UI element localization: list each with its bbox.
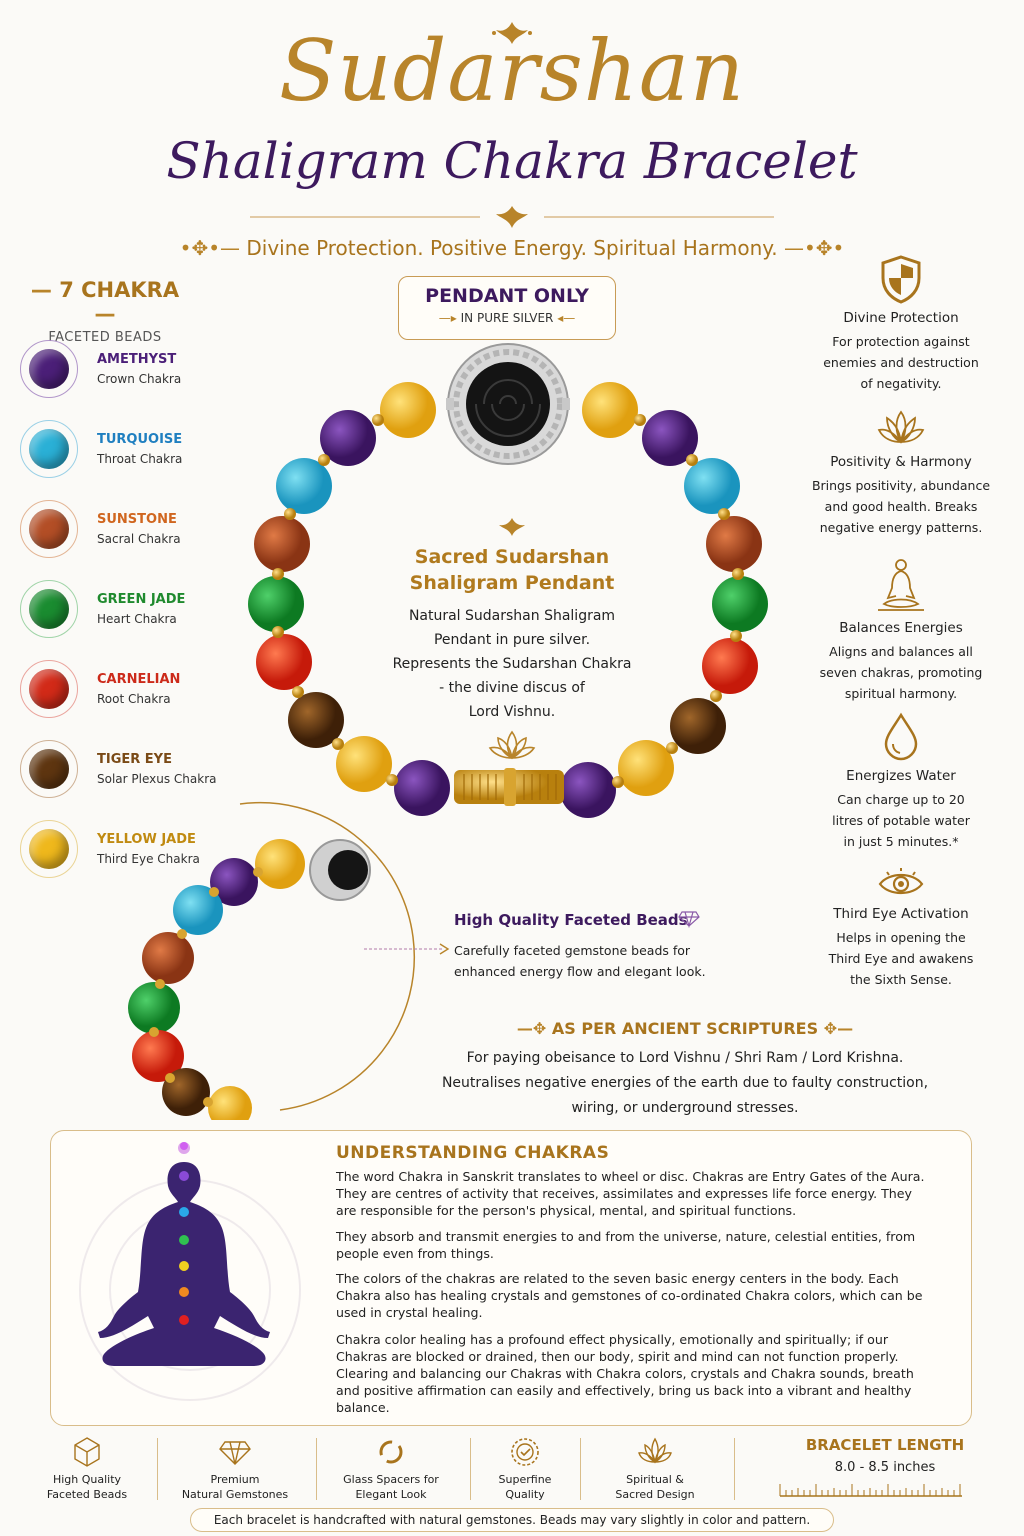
title-divider [250, 204, 774, 230]
bead-chakra: Sacral Chakra [97, 532, 181, 546]
feature-desc-line: Helps in opening the [836, 930, 966, 945]
bead-item-sunstone [20, 500, 220, 564]
divider [157, 1438, 158, 1500]
bottom-feature-line1: Glass Spacers for [343, 1473, 439, 1486]
pendant-title-line2: Shaligram Pendant [409, 572, 615, 594]
understanding-paragraph-1: The word Chakra in Sanskrit translates to wheel or disc. Chakras are Entry Gates of the Aura. They are centres of activity that receives, assimilates and expresses life force energy. They are responsible for the person's physical, mental, and spiritual functions. [336, 1169, 925, 1218]
feature-desc-line: enemies and destruction [823, 355, 979, 370]
ruler-icon [778, 1480, 964, 1498]
closeup-bracelet-image [100, 800, 460, 1120]
feature-desc-line: seven chakras, promoting [819, 665, 983, 680]
pointer-arrow [364, 942, 454, 956]
feature-energizes-water [806, 712, 996, 852]
feature-desc-line: negative energy patterns. [819, 520, 983, 535]
scriptures-title-text: AS PER ANCIENT SCRIPTURES [551, 1019, 819, 1038]
turquoise-bead-icon [29, 429, 69, 469]
feature-title: Balances Energies [839, 620, 963, 636]
bottom-feature-faceted [12, 1436, 162, 1502]
bead-item-tiger-eye [20, 740, 220, 804]
bottom-feature-line1: Spiritual & [626, 1473, 684, 1486]
tagline-ornament-left: •✥•— [179, 236, 247, 260]
feature-desc-line: in just 5 minutes.* [843, 834, 959, 849]
feature-title: Divine Protection [843, 310, 959, 326]
scriptures-line: For paying obeisance to Lord Vishnu / Shri Ram / Lord Krishna. [466, 1050, 904, 1066]
sunstone-bead-icon [29, 509, 69, 549]
shield-icon [879, 254, 923, 304]
pendant-description [380, 544, 644, 724]
gold-clasp [454, 768, 564, 806]
bottom-feature-line2: Quality [505, 1488, 545, 1501]
feature-balances-energies [806, 556, 996, 704]
pendant-title-line1: Sacred Sudarshan [414, 546, 610, 568]
bottom-feature-design [580, 1436, 730, 1502]
pendant-badge-line2-text: IN PURE SILVER [460, 311, 554, 325]
lotus-icon [637, 1436, 673, 1468]
pendant-desc-line: Represents the Sudarshan Chakra [392, 656, 632, 672]
lotus-icon [877, 408, 925, 448]
understanding-paragraph-2: They absorb and transmit energies to and from the universe, nature, celestial entities, from people even from things. [336, 1229, 916, 1261]
amethyst-bead-icon [29, 349, 69, 389]
feature-desc-line: For protection against [832, 334, 970, 349]
pendant-badge-line1: PENDANT ONLY [425, 285, 589, 307]
bead-chakra: Heart Chakra [97, 612, 177, 626]
scriptures-title: —✥ AS PER ANCIENT SCRIPTURES ✥— [516, 1019, 854, 1038]
tiger-eye-bead-icon [29, 749, 69, 789]
scriptures-line: wiring, or underground stresses. [571, 1100, 799, 1116]
bottom-feature-line1: High Quality [52, 1473, 122, 1486]
feature-divine-protection [806, 254, 996, 394]
understanding-paragraph-3: The colors of the chakras are related to the seven basic energy centers in the body. Each Chakra also has healing crystals and gemstones of co-ordinated Chakra colors, which can be used in crystal healing. [336, 1271, 923, 1320]
bead-item-green-jade [20, 580, 220, 644]
pendant-only-badge [398, 276, 616, 340]
chakra-heading-text: 7 CHAKRA [59, 278, 180, 302]
faceted-beads-title [454, 911, 688, 929]
pendant-desc-line: Natural Sudarshan Shaligram [408, 608, 616, 624]
meditating-figure-image [70, 1140, 310, 1420]
water-drop-icon [881, 712, 921, 762]
tagline-ornament-right: —•✥• [777, 236, 845, 260]
faceted-beads-desc [454, 940, 714, 982]
bead-item-amethyst [20, 340, 220, 404]
feature-title: Positivity & Harmony [830, 454, 972, 470]
bottom-feature-line2: Faceted Beads [46, 1488, 128, 1501]
pendant-desc-line: - the divine discus of [439, 680, 585, 696]
pendant-desc-line: Pendant in pure silver. [433, 632, 591, 648]
understanding-chakras-title: UNDERSTANDING CHAKRAS [336, 1143, 610, 1163]
chakra-subheading: FACETED BEADS [48, 330, 162, 345]
faceted-desc-line: Carefully faceted gemstone beads for [454, 943, 691, 958]
bead-chakra: Third Eye Chakra [97, 852, 200, 866]
carnelian-bead-icon [29, 669, 69, 709]
bead-chakra: Throat Chakra [97, 452, 183, 466]
bead-item-turquoise [20, 420, 220, 484]
bead-chakra: Crown Chakra [97, 372, 182, 386]
bead-name: AMETHYST [97, 352, 177, 367]
diamond-icon [678, 910, 700, 928]
feature-title: Energizes Water [846, 768, 956, 784]
diamond-icon [218, 1436, 252, 1468]
feature-desc-line: Can charge up to 20 [837, 792, 965, 807]
feature-desc-line: and good health. Breaks [824, 499, 978, 514]
pendant-desc-line: Lord Vishnu. [468, 704, 556, 720]
feature-positivity-harmony [806, 408, 996, 538]
bottom-feature-line2: Sacred Design [615, 1488, 695, 1501]
bottom-feature-line1: Superfine [498, 1473, 552, 1486]
feature-desc-line: Third Eye and awakens [828, 951, 974, 966]
bead-item-carnelian [20, 660, 220, 724]
feature-desc-line: Brings positivity, abundance [811, 478, 991, 493]
chakra-list-heading: — 7 CHAKRA — FACETED BEADS [20, 278, 190, 345]
feature-desc-line: spiritual harmony. [844, 686, 958, 701]
bead-name: YELLOW JADE [97, 832, 196, 847]
understanding-paragraph-4: Chakra color healing has a profound effect physically, emotionally and spiritually; if our Chakras are blocked or drained, then our body, spirit and mind can not function properly. Clearing and balancing our Chakras with Chakra colors, crystals and Chakra sounds, breath and positive affirmation can easily and effectively, bring us back into a vibrant and healthy balance. [336, 1332, 914, 1415]
feature-title: Third Eye Activation [833, 906, 969, 922]
bottom-feature-gemstones [160, 1436, 310, 1502]
feature-desc-line: the Sixth Sense. [850, 972, 952, 987]
bead-name: GREEN JADE [97, 592, 186, 607]
bracelet-length-title: BRACELET LENGTH [805, 1436, 965, 1454]
feature-desc-line: of negativity. [860, 376, 942, 391]
bead-name: SUNSTONE [97, 512, 177, 527]
tagline-text: Divine Protection. Positive Energy. Spiritual Harmony. [246, 236, 778, 260]
bottom-feature-line1: Premium [210, 1473, 260, 1486]
gem-outline-icon [72, 1436, 102, 1468]
bead-name: TIGER EYE [97, 752, 172, 767]
spacer-icon [376, 1436, 406, 1468]
bracelet-length-value: 8.0 - 8.5 inches [834, 1460, 936, 1475]
quality-badge-icon [509, 1436, 541, 1468]
faceted-desc-line: enhanced energy flow and elegant look. [454, 964, 706, 979]
scriptures-text [420, 1046, 950, 1121]
pendant-badge-line2: —▸ IN PURE SILVER ◂— [438, 311, 576, 325]
bottom-feature-quality [450, 1436, 600, 1502]
bottom-feature-line2: Natural Gemstones [181, 1488, 289, 1501]
feature-third-eye [806, 866, 996, 990]
feature-desc-line: litres of potable water [832, 813, 970, 828]
bead-chakra: Root Chakra [97, 692, 171, 706]
bead-chakra: Solar Plexus Chakra [97, 772, 217, 786]
meditation-icon [876, 556, 926, 614]
footer-note: Each bracelet is handcrafted with natural gemstones. Beads may vary slightly in color and pattern. [190, 1508, 834, 1532]
lotus-icon [488, 728, 536, 764]
page-title: Sudarshan [278, 22, 746, 120]
scriptures-line: Neutralises negative energies of the earth due to faulty construction, [441, 1075, 929, 1091]
yellow-jade-bead-icon [29, 829, 69, 869]
bottom-feature-spacers [316, 1436, 466, 1502]
shaligram-pendant [446, 344, 570, 464]
bottom-feature-line2: Elegant Look [355, 1488, 427, 1501]
divider [734, 1438, 735, 1500]
bead-name: CARNELIAN [97, 672, 181, 687]
center-ornament [494, 516, 530, 538]
eye-icon [877, 866, 925, 900]
green-jade-bead-icon [29, 589, 69, 629]
bead-name: TURQUOISE [97, 432, 183, 447]
faceted-title-text: High Quality Faceted Beads [454, 911, 688, 929]
feature-desc-line: Aligns and balances all [829, 644, 973, 659]
page-subtitle: Shaligram Chakra Bracelet [166, 132, 858, 190]
